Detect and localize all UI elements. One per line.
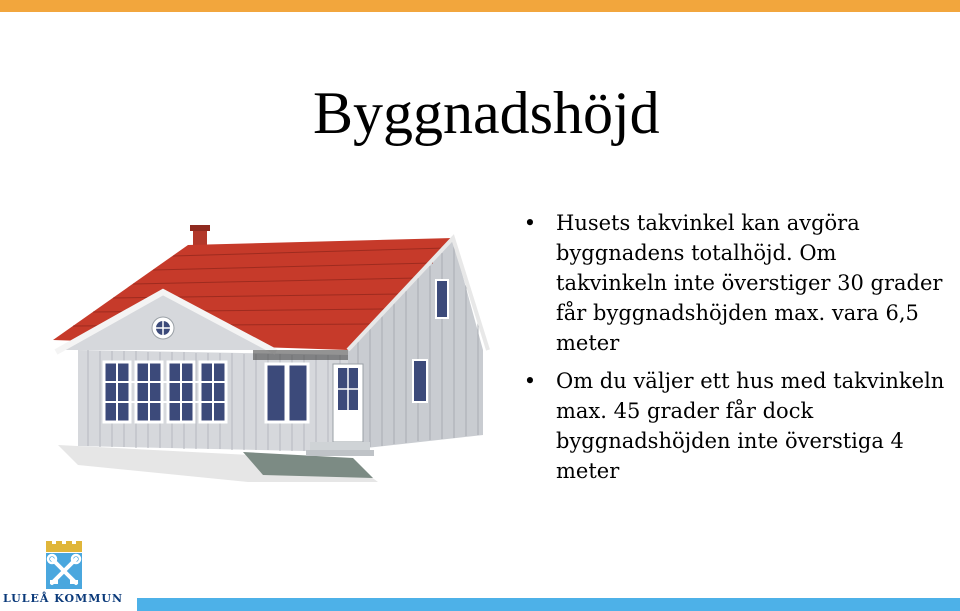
bullet-item bbox=[520, 208, 945, 358]
bullet-text: Om du väljer ett hus med takvinkeln max. 45 grader får dock byggnadshöjden inte överstiga 4 meter bbox=[556, 369, 945, 483]
slide-title: Byggnadshöjd bbox=[313, 80, 660, 146]
logo-text: LULEÅ KOMMUN bbox=[3, 592, 124, 605]
bullet-marker: • bbox=[523, 369, 537, 393]
top-bar-gap bbox=[0, 12, 960, 15]
bullet-item bbox=[520, 366, 945, 486]
bullet-list bbox=[520, 208, 945, 494]
bullet-marker: • bbox=[523, 211, 537, 235]
house-illustration bbox=[48, 220, 498, 485]
top-accent-bar bbox=[0, 0, 960, 12]
bottom-accent-bar bbox=[137, 598, 960, 611]
bullet-text: Husets takvinkel kan avgöra byggnadens totalhöjd. Om takvinkeln inte överstiger 30 grader får byggnadshöjden max. vara 6,5 meter bbox=[556, 211, 943, 355]
